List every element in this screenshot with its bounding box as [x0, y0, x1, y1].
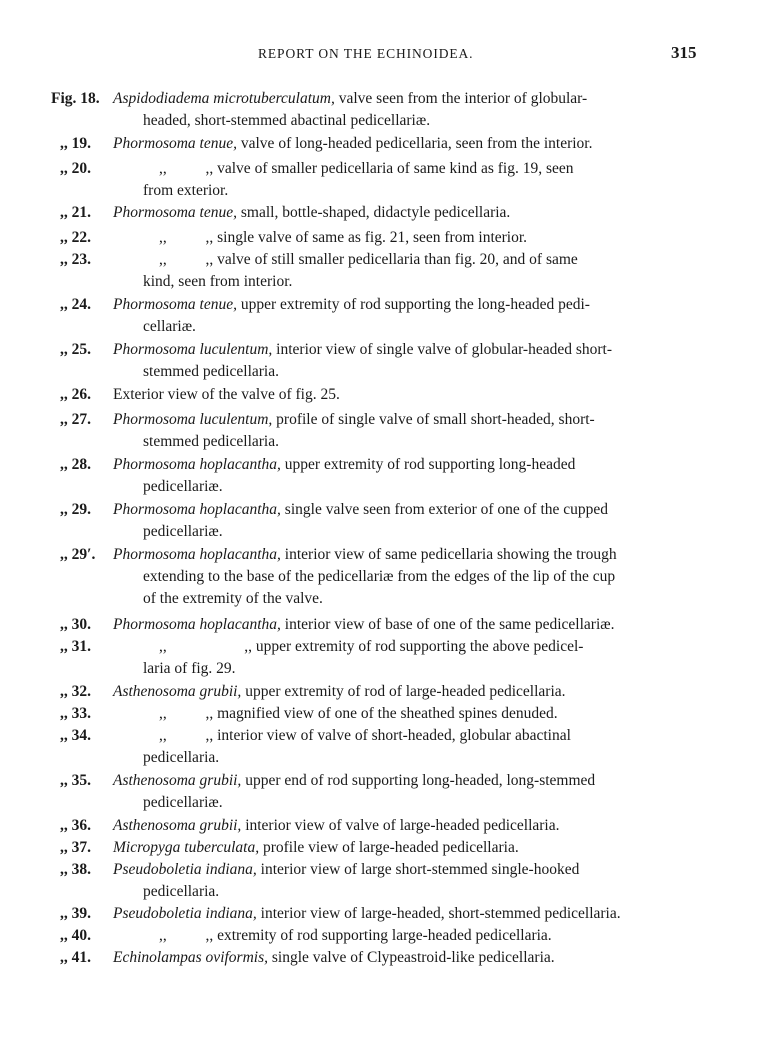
ditto-marks: ,, ,,	[159, 705, 214, 722]
page-number: 315	[671, 43, 697, 62]
caption-text	[113, 614, 725, 636]
ditto-marks: ,, ,,	[159, 160, 214, 177]
figure-number: ,, 31.	[60, 638, 91, 655]
caption-text	[113, 903, 725, 925]
figure-number: ,, 37.	[60, 839, 91, 856]
figure-number: ,, 38.	[60, 861, 91, 878]
caption-text	[113, 544, 725, 610]
caption-line	[113, 683, 566, 700]
caption-description: upper end of rod supporting long-headed, long-stemmed	[241, 772, 596, 789]
caption-description: profile of single valve of small short-headed, short-	[272, 411, 595, 428]
species-name: Phormosoma tenue,	[113, 296, 237, 313]
species-name: Phormosoma luculentum,	[113, 411, 273, 428]
caption-text	[113, 249, 725, 293]
caption-text	[113, 384, 725, 406]
figure-number: ,, 40.	[60, 927, 91, 944]
ditto-marks: ,, ,,	[159, 727, 214, 744]
species-name: Phormosoma hoplacantha,	[113, 501, 281, 518]
caption-text	[113, 636, 725, 680]
caption-description: upper extremity of rod of large-headed pedicellaria.	[241, 683, 566, 700]
caption-text	[113, 227, 725, 249]
caption-continuation: kind, seen from interior.	[143, 273, 293, 290]
caption-continuation: stemmed pedicellaria.	[143, 433, 279, 450]
caption-text	[113, 681, 725, 703]
caption-continuation: pedicellariæ.	[143, 794, 223, 811]
caption-description: extremity of rod supporting large-headed pedicellaria.	[213, 927, 552, 944]
ditto-marks: ,, ,,	[159, 229, 214, 246]
caption-text	[113, 158, 725, 202]
caption-text	[113, 859, 725, 903]
species-name: Micropyga tuberculata,	[113, 839, 260, 856]
figure-number: ,, 29′.	[60, 546, 96, 563]
caption-text	[113, 725, 725, 769]
figure-number: ,, 20.	[60, 160, 91, 177]
caption-description: upper extremity of rod supporting the above pedicel-	[252, 638, 584, 655]
species-name: Aspidodiadema microtuberculatum,	[113, 90, 335, 107]
caption-text	[113, 133, 725, 155]
figure-number: ,, 39.	[60, 905, 91, 922]
caption-text	[113, 815, 725, 837]
species-name: Asthenosoma grubii,	[113, 772, 242, 789]
caption-text	[113, 703, 725, 725]
caption-text	[113, 947, 725, 969]
caption-line	[113, 501, 608, 518]
running-head: REPORT ON THE ECHINOIDEA.	[258, 46, 474, 61]
figure-number: ,, 25.	[60, 341, 91, 358]
caption-line	[113, 296, 590, 313]
caption-continuation: from exterior.	[143, 182, 229, 199]
species-name: Phormosoma tenue,	[113, 204, 237, 221]
caption-description: upper extremity of rod supporting long-headed	[280, 456, 576, 473]
caption-description: single valve of Clypeastroid-like pedicellaria.	[268, 949, 555, 966]
caption-description: interior view of base of one of the same pedicellariæ.	[280, 616, 615, 633]
caption-line	[113, 772, 595, 789]
species-name: Asthenosoma grubii,	[113, 817, 242, 834]
caption-continuation: pedicellaria.	[143, 883, 220, 900]
caption-line	[113, 229, 527, 246]
figure-number: ,, 33.	[60, 705, 91, 722]
caption-line	[113, 949, 555, 966]
species-name: Pseudoboletia indiana,	[113, 905, 257, 922]
caption-continuation: laria of fig. 29.	[143, 660, 236, 677]
caption-description: interior view of valve of short-headed, globular abactinal	[213, 727, 571, 744]
figure-number: ,, 35.	[60, 772, 91, 789]
species-name: Pseudoboletia indiana,	[113, 861, 257, 878]
caption-description: interior view of same pedicellaria showing the trough	[280, 546, 617, 563]
caption-line	[113, 135, 593, 152]
caption-description: interior view of valve of large-headed pedicellaria.	[241, 817, 560, 834]
caption-description: valve of long-headed pedicellaria, seen from the interior.	[237, 135, 593, 152]
caption-continuation: extending to the base of the pedicellariæ from the edges of the lip of the cup	[143, 568, 616, 585]
caption-text	[113, 925, 725, 947]
caption-description: profile view of large-headed pedicellaria.	[259, 839, 519, 856]
figure-number: ,, 29.	[60, 501, 91, 518]
caption-description: small, bottle-shaped, didactyle pedicellaria.	[237, 204, 511, 221]
caption-text	[113, 770, 725, 814]
species-name: Phormosoma luculentum,	[113, 341, 273, 358]
figure-number: ,, 34.	[60, 727, 91, 744]
caption-line	[113, 817, 560, 834]
figure-number: ,, 28.	[60, 456, 91, 473]
caption-text	[113, 88, 725, 132]
figure-number: ,, 23.	[60, 251, 91, 268]
caption-text	[113, 454, 725, 498]
caption-continuation: pedicellariæ.	[143, 478, 223, 495]
caption-line	[113, 160, 574, 177]
caption-line	[113, 411, 595, 428]
caption-line	[113, 456, 575, 473]
figure-number: ,, 32.	[60, 683, 91, 700]
figure-number: ,, 27.	[60, 411, 91, 428]
caption-description: single valve seen from exterior of one of the cupped	[280, 501, 609, 518]
caption-continuation: of the extremity of the valve.	[143, 590, 323, 607]
species-name: Phormosoma hoplacantha,	[113, 616, 281, 633]
caption-description: interior view of single valve of globular-headed short-	[272, 341, 613, 358]
caption-continuation: stemmed pedicellaria.	[143, 363, 279, 380]
ditto-marks: ,, ,,	[159, 927, 214, 944]
figure-number: ,, 22.	[60, 229, 91, 246]
caption-continuation: headed, short-stemmed abactinal pedicellariæ.	[143, 112, 431, 129]
figure-number: ,, 19.	[60, 135, 91, 152]
caption-description: interior view of large-headed, short-stemmed pedicellaria.	[256, 905, 621, 922]
caption-text	[113, 202, 725, 224]
caption-description: valve of smaller pedicellaria of same kind as fig. 19, seen	[213, 160, 574, 177]
caption-text	[113, 339, 725, 383]
caption-text	[113, 409, 725, 453]
caption-description: upper extremity of rod supporting the long-headed pedi-	[237, 296, 590, 313]
ditto-marks: ,, ,,	[159, 638, 252, 655]
figure-number: ,, 24.	[60, 296, 91, 313]
caption-line	[113, 386, 340, 403]
caption-description: magnified view of one of the sheathed spines denuded.	[213, 705, 558, 722]
caption-description: single valve of same as fig. 21, seen from interior.	[213, 229, 528, 246]
caption-description: interior view of large short-stemmed single-hooked	[256, 861, 580, 878]
caption-continuation: pedicellariæ.	[143, 523, 223, 540]
caption-text	[113, 499, 725, 543]
species-name: Phormosoma tenue,	[113, 135, 237, 152]
caption-line	[113, 616, 614, 633]
figure-number: ,, 21.	[60, 204, 91, 221]
caption-text	[113, 294, 725, 338]
caption-continuation: cellariæ.	[143, 318, 196, 335]
caption-line	[113, 905, 621, 922]
caption-description: valve seen from the interior of globular-	[334, 90, 588, 107]
caption-description: valve of still smaller pedicellaria than fig. 20, and of same	[213, 251, 578, 268]
caption-line	[113, 705, 558, 722]
species-name: Echinolampas oviformis,	[113, 949, 268, 966]
ditto-marks: ,, ,,	[159, 251, 214, 268]
caption-line	[113, 204, 510, 221]
caption-line	[113, 638, 583, 655]
caption-line	[113, 546, 617, 563]
caption-line	[113, 341, 612, 358]
caption-line	[113, 251, 578, 268]
caption-line	[113, 90, 587, 107]
caption-description: Exterior view of the valve of fig. 25.	[113, 386, 340, 403]
figure-number: ,, 30.	[60, 616, 91, 633]
caption-line	[113, 727, 571, 744]
figure-number: ,, 26.	[60, 386, 91, 403]
caption-line	[113, 927, 552, 944]
figure-number: ,, 36.	[60, 817, 91, 834]
caption-text	[113, 837, 725, 859]
figure-number: Fig. 18.	[51, 90, 100, 107]
caption-line	[113, 861, 579, 878]
caption-line	[113, 839, 519, 856]
figure-number: ,, 41.	[60, 949, 91, 966]
species-name: Asthenosoma grubii,	[113, 683, 242, 700]
caption-continuation: pedicellaria.	[143, 749, 220, 766]
species-name: Phormosoma hoplacantha,	[113, 546, 281, 563]
species-name: Phormosoma hoplacantha,	[113, 456, 281, 473]
